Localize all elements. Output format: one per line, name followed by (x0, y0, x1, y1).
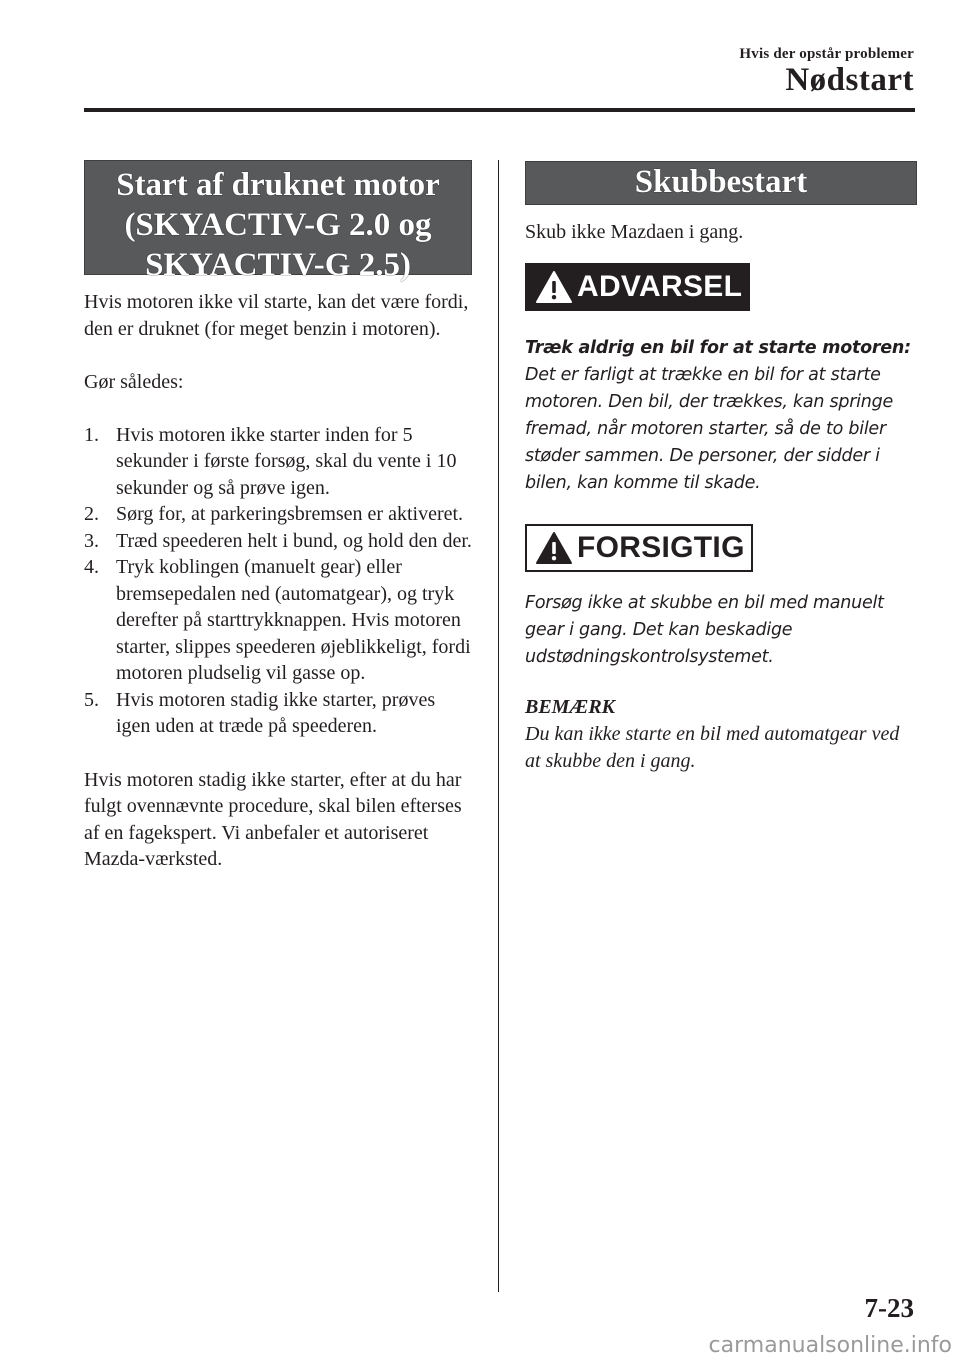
step-item (84, 528, 472, 555)
step-text: Hvis motoren stadig ikke starter, prøves igen uden at træde på speederen. (116, 688, 436, 737)
warning-badge (525, 263, 750, 311)
chapter-subtitle: Hvis der opstår problemer (739, 46, 914, 62)
outro-paragraph: Hvis motoren stadig ikke starter, efter at du har fulgt ovennævnte procedure, skal bilen efterses af en fagekspert. Vi anbefaler et autoriseret Mazda-værksted. (84, 768, 462, 870)
step-number: 1. (84, 423, 99, 446)
step-item (84, 422, 472, 502)
step-item (84, 687, 472, 740)
footer-watermark: carmanualsonline.info (708, 1333, 952, 1358)
warning-text: Det er farligt at trække en bil for at starte motoren. Den bil, der trækkes, kan springe fremad, når motoren starter, så de to biler støder sammen. De personer, der sidder i bilen, kan komme til skade. (525, 364, 893, 493)
section-heading-push-start: Skubbestart (525, 161, 917, 205)
caution-text: Forsøg ikke at skubbe en bil med manuelt gear i gang. Det kan beskadige udstødningskontrolsystemet. (525, 592, 884, 667)
step-item (84, 554, 472, 687)
caution-badge (525, 524, 753, 572)
page-number: 7-23 (864, 1293, 914, 1323)
steps-list (84, 422, 472, 740)
warning-label: ADVARSEL (577, 269, 743, 303)
step-number: 5. (84, 688, 99, 711)
intro-paragraph: Hvis motoren ikke vil starte, kan det være fordi, den er druknet (for meget benzin i motoren). (84, 291, 469, 340)
warning-heading: Træk aldrig en bil for at starte motoren: (525, 337, 911, 358)
step-item (84, 501, 472, 528)
note-block (525, 694, 917, 775)
lead-paragraph: Gør således: (84, 371, 184, 393)
heading-line: (SKYACTIV-G 2.0 og (124, 207, 432, 243)
chapter-title: Nødstart (785, 62, 914, 98)
warning-triangle-icon (535, 270, 573, 304)
column-divider (498, 160, 499, 1292)
right-column (525, 160, 917, 775)
section-heading-flooded-engine (84, 160, 472, 283)
caution-label: FORSIGTIG (577, 530, 745, 564)
caution-block (525, 524, 917, 671)
step-number: 2. (84, 503, 99, 525)
step-number: 3. (84, 529, 99, 552)
step-text: Hvis motoren ikke starter inden for 5 sekunder i første forsøg, skal du vente i 10 sekunder og så prøve igen. (116, 423, 457, 499)
push-start-intro: Skub ikke Mazdaen i gang. (525, 221, 744, 243)
header-rule (84, 108, 915, 112)
step-number: 4. (84, 556, 99, 578)
heading-line: Start af druknet motor (116, 167, 440, 203)
step-text: Træd speederen helt i bund, og hold den der. (116, 529, 472, 552)
heading-line: SKYACTIV-G 2.5) (145, 247, 411, 283)
step-text: Sørg for, at parkeringsbremsen er aktiveret. (116, 503, 464, 525)
note-text: Du kan ikke starte en bil med automatgear ved at skubbe den i gang. (525, 722, 900, 772)
warning-triangle-icon (535, 531, 573, 565)
left-column (84, 160, 472, 873)
note-label: BEMÆRK (525, 695, 616, 718)
step-text: Tryk koblingen (manuelt gear) eller bremsepedalen ned (automatgear), og tryk derefter på starttrykknappen. Hvis motoren starter, slippes speederen øjeblikkeligt, fordi motoren pludselig vil gasse op. (116, 556, 471, 684)
